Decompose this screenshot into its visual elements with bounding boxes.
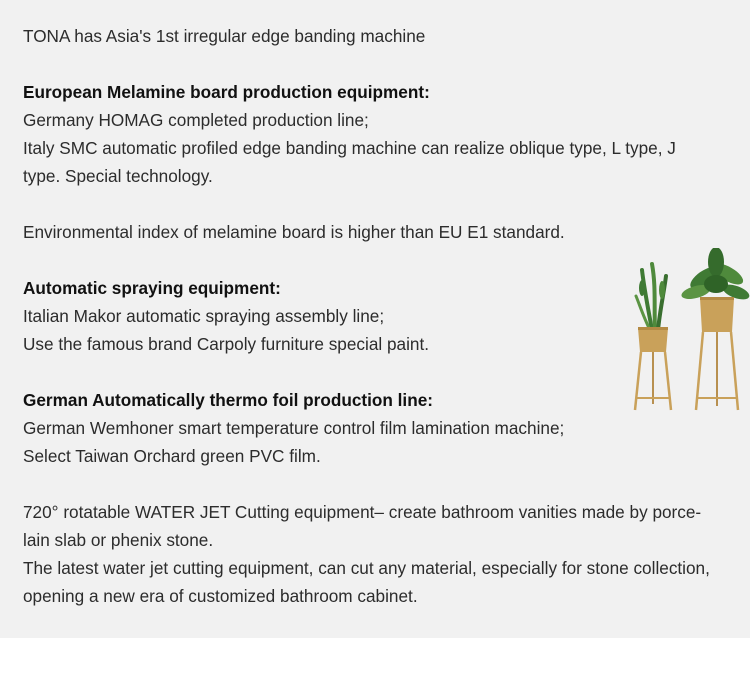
thermo-foil-heading: German Automatically thermo foil production line: — [23, 390, 433, 410]
spacer — [23, 358, 723, 386]
water-jet-line-2: The latest water jet cutting equipment, can cut any material, especially for stone collection, opening a new era of customized bathroom cabinet. — [23, 558, 710, 606]
melamine-line-1: Germany HOMAG completed production line; — [23, 110, 369, 130]
plant-stands-image — [630, 248, 750, 416]
spacer — [23, 50, 723, 78]
spraying-line-1: Italian Makor automatic spraying assembly line; — [23, 306, 385, 326]
thermo-foil-line-1: German Wemhoner smart temperature control film lamination machine; — [23, 418, 565, 438]
spraying-line-2: Use the famous brand Carpoly furniture special paint. — [23, 334, 430, 354]
left-plant — [635, 264, 671, 410]
thermo-foil-line-2: Select Taiwan Orchard green PVC film. — [23, 446, 321, 466]
right-plant — [680, 248, 750, 410]
environment-line: Environmental index of melamine board is higher than EU E1 standard. — [23, 222, 565, 242]
equipment-description — [23, 22, 723, 610]
water-jet-line-1: 720° rotatable WATER JET Cutting equipment– create bathroom vanities made by porce- lain slab or phenix stone. — [23, 502, 702, 550]
spacer — [23, 246, 723, 274]
intro-line: TONA has Asia's 1st irregular edge banding machine — [23, 26, 426, 46]
melamine-heading: European Melamine board production equipment: — [23, 82, 430, 102]
melamine-line-2: Italy SMC automatic profiled edge banding machine can realize oblique type, L type, J type. Special technology. — [23, 138, 676, 186]
spraying-heading: Automatic spraying equipment: — [23, 278, 281, 298]
spacer — [23, 190, 723, 218]
spacer — [23, 470, 723, 498]
